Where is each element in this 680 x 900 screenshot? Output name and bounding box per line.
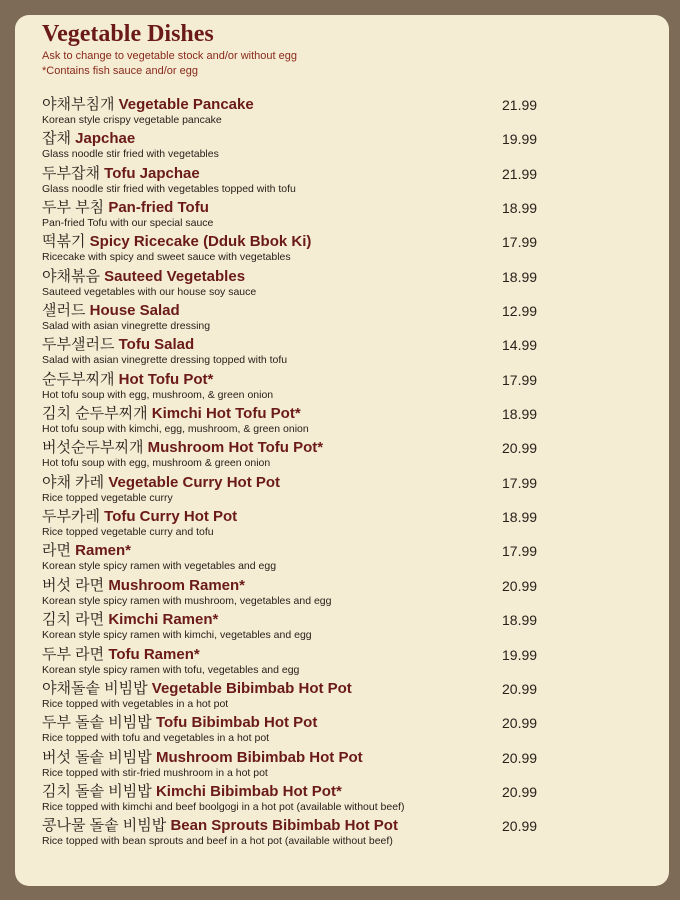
menu-item-korean-name: 버섯 라면 xyxy=(42,576,105,594)
menu-item-price: 18.99 xyxy=(502,200,538,217)
menu-item-price: 17.99 xyxy=(502,543,538,560)
menu-item-name xyxy=(42,541,131,560)
menu-item xyxy=(42,610,642,644)
menu-item-english-name: Tofu Curry Hot Pot xyxy=(104,508,238,526)
menu-item-english-name: Pan-fried Tofu xyxy=(108,199,209,217)
menu-item-name xyxy=(42,198,209,217)
menu-item-name xyxy=(42,164,200,183)
menu-item-name xyxy=(42,507,237,526)
menu-item-korean-name: 야채볶음 xyxy=(42,267,100,285)
menu-item-price: 18.99 xyxy=(502,268,538,285)
menu-item-description: Hot tofu soup with kimchi, egg, mushroom, & green onion xyxy=(42,423,309,436)
menu-page xyxy=(15,15,669,886)
menu-item-english-name: Tofu Japchae xyxy=(104,164,200,182)
menu-item-description: Sauteed vegetables with our house soy sauce xyxy=(42,285,257,298)
menu-item xyxy=(42,713,642,747)
menu-item xyxy=(42,404,642,438)
menu-item-name xyxy=(42,370,213,389)
menu-item-price: 20.99 xyxy=(502,749,538,766)
menu-item-korean-name: 야채부침개 xyxy=(42,96,115,113)
menu-item-price: 20.99 xyxy=(502,715,538,732)
menu-item-description: Salad with asian vinegrette dressing topped with tofu xyxy=(42,354,288,367)
menu-item-english-name: Tofu Salad xyxy=(118,336,195,354)
menu-item-name xyxy=(42,335,194,354)
menu-item-korean-name: 김치 라면 xyxy=(42,611,105,629)
menu-item-korean-name: 두부샐러드 xyxy=(42,336,115,354)
menu-item-description: Rice topped with kimchi and beef boolgogi in a hot pot (available without beef) xyxy=(42,800,405,813)
menu-item-description: Korean style spicy ramen with kimchi, vegetables and egg xyxy=(42,629,312,642)
menu-header xyxy=(42,19,297,79)
stock-note: Ask to change to vegetable stock and/or without egg xyxy=(42,50,297,62)
allergen-note: *Contains fish sauce and/or egg xyxy=(42,65,198,77)
menu-item-description: Korean style spicy ramen with tofu, vegetables and egg xyxy=(42,663,300,676)
menu-item-korean-name: 버섯순두부찌개 xyxy=(42,439,144,457)
menu-item-english-name: Tofu Ramen* xyxy=(108,645,200,663)
menu-item-english-name: Kimchi Bibimbab Hot Pot* xyxy=(155,782,342,800)
menu-item-price: 17.99 xyxy=(502,474,538,491)
menu-item-korean-name: 잡채 xyxy=(42,130,71,148)
menu-item-price: 20.99 xyxy=(502,440,538,457)
menu-item-price: 18.99 xyxy=(502,612,538,629)
menu-item-description: Rice topped with stir-fried mushroom in a hot pot xyxy=(42,766,268,779)
menu-item-price: 19.99 xyxy=(502,646,538,663)
menu-item-description: Glass noodle stir fried with vegetables topped with tofu xyxy=(42,182,296,195)
menu-item-price: 17.99 xyxy=(502,371,538,388)
menu-item-price: 14.99 xyxy=(502,337,538,354)
menu-item-description: Pan-fried Tofu with our special sauce xyxy=(42,217,214,230)
menu-item-name xyxy=(42,576,245,595)
menu-item xyxy=(42,576,642,610)
menu-item xyxy=(42,816,642,850)
menu-item-description: Rice topped vegetable curry and tofu xyxy=(42,526,214,539)
menu-item-description: Korean style crispy vegetable pancake xyxy=(42,114,222,126)
menu-item-price: 19.99 xyxy=(502,131,538,148)
menu-item xyxy=(42,473,642,507)
menu-item-korean-name: 두부 돌솥 비빔밥 xyxy=(42,714,152,732)
menu-item-korean-name: 두부 라면 xyxy=(42,645,105,663)
menu-item-price: 18.99 xyxy=(502,509,538,526)
menu-item-name xyxy=(42,95,254,114)
menu-item-description: Glass noodle stir fried with vegetables xyxy=(42,148,219,161)
menu-item-korean-name: 순두부찌개 xyxy=(42,370,115,388)
menu-item-korean-name: 두부잡채 xyxy=(42,164,100,182)
menu-item-description: Rice topped with bean sprouts and beef in a hot pot (available without beef) xyxy=(42,835,393,848)
menu-item-korean-name: 김치 순두부찌개 xyxy=(42,405,148,423)
menu-item xyxy=(42,645,642,679)
menu-item-name xyxy=(42,129,135,148)
menu-item-english-name: Vegetable Pancake xyxy=(118,96,254,113)
menu-item xyxy=(42,679,642,713)
menu-item-korean-name: 샐러드 xyxy=(42,302,86,320)
menu-item-price: 17.99 xyxy=(502,234,538,251)
menu-item xyxy=(42,267,642,301)
menu-item xyxy=(42,507,642,541)
menu-item-description: Rice topped with tofu and vegetables in a hot pot xyxy=(42,732,270,745)
menu-item xyxy=(42,782,642,816)
menu-item-korean-name: 김치 돌솥 비빔밥 xyxy=(42,782,152,800)
menu-item-description: Korean style spicy ramen with vegetables and egg xyxy=(42,560,277,573)
menu-item xyxy=(42,301,642,335)
menu-item xyxy=(42,541,642,575)
menu-item xyxy=(42,95,642,129)
menu-item-korean-name: 콩나물 돌솥 비빔밥 xyxy=(42,817,167,835)
menu-item-price: 21.99 xyxy=(502,165,538,182)
menu-item xyxy=(42,438,642,472)
menu-item-korean-name: 야채 카레 xyxy=(42,473,105,491)
menu-item-name xyxy=(42,713,317,732)
menu-item-english-name: Sauteed Vegetables xyxy=(104,267,246,285)
menu-item-name xyxy=(42,679,352,698)
menu-item xyxy=(42,198,642,232)
menu-item-description: Rice topped with vegetables in a hot pot xyxy=(42,697,229,710)
menu-item-name xyxy=(42,748,363,767)
menu-item-english-name: Hot Tofu Pot* xyxy=(118,370,214,388)
menu-item-english-name: Vegetable Bibimbab Hot Pot xyxy=(151,679,352,697)
menu-item-price: 20.99 xyxy=(502,680,538,697)
menu-item-english-name: Spicy Ricecake (Dduk Bbok Ki) xyxy=(89,233,312,251)
menu-item-english-name: Mushroom Hot Tofu Pot* xyxy=(147,439,324,457)
menu-item xyxy=(42,164,642,198)
menu-item-description: Rice topped vegetable curry xyxy=(42,491,173,504)
menu-item-name xyxy=(42,267,245,286)
menu-item-name xyxy=(42,782,342,801)
menu-item xyxy=(42,232,642,266)
menu-item-english-name: Tofu Bibimbab Hot Pot xyxy=(155,714,318,732)
menu-item-korean-name: 버섯 돌솥 비빔밥 xyxy=(42,748,152,766)
menu-item-english-name: Mushroom Bibimbab Hot Pot xyxy=(155,748,363,766)
menu-item-english-name: Japchae xyxy=(75,130,136,148)
menu-item-name xyxy=(42,404,301,423)
menu-item-name xyxy=(42,610,218,629)
menu-item-english-name: Kimchi Ramen* xyxy=(108,611,219,629)
menu-item-description: Ricecake with spicy and sweet sauce with vegetables xyxy=(42,251,291,264)
menu-item-price: 20.99 xyxy=(502,577,538,594)
menu-item-korean-name: 야채돌솥 비빔밥 xyxy=(42,679,148,697)
menu-item-name xyxy=(42,438,323,457)
menu-item xyxy=(42,129,642,163)
menu-item-english-name: Kimchi Hot Tofu Pot* xyxy=(151,405,301,423)
menu-item-description: Korean style spicy ramen with mushroom, vegetables and egg xyxy=(42,594,332,607)
menu-item-description: Hot tofu soup with egg, mushroom, & green onion xyxy=(42,388,274,401)
menu-item-name xyxy=(42,645,200,664)
menu-item-name xyxy=(42,473,280,492)
menu-item-list xyxy=(42,95,642,851)
menu-item-price: 12.99 xyxy=(502,303,538,320)
menu-item-price: 21.99 xyxy=(502,97,538,113)
menu-item-english-name: Vegetable Curry Hot Pot xyxy=(108,473,281,491)
menu-item-english-name: Ramen* xyxy=(75,542,132,560)
menu-item-price: 20.99 xyxy=(502,818,538,835)
menu-item xyxy=(42,335,642,369)
menu-item-korean-name: 두부카레 xyxy=(42,508,100,526)
menu-item-description: Salad with asian vinegrette dressing xyxy=(42,320,211,333)
menu-item-price: 18.99 xyxy=(502,406,538,423)
menu-item-english-name: Bean Sprouts Bibimbab Hot Pot xyxy=(170,817,398,835)
menu-item-price: 20.99 xyxy=(502,783,538,800)
section-title: Vegetable Dishes xyxy=(42,21,214,47)
menu-item-name xyxy=(42,301,180,320)
menu-item-korean-name: 두부 부침 xyxy=(42,199,105,217)
menu-item-name xyxy=(42,232,311,251)
menu-item-korean-name: 떡볶기 xyxy=(42,233,86,251)
menu-item-english-name: House Salad xyxy=(89,302,180,320)
menu-item-name xyxy=(42,816,398,835)
menu-item-description: Hot tofu soup with egg, mushroom & green onion xyxy=(42,457,271,470)
menu-item xyxy=(42,370,642,404)
menu-item xyxy=(42,748,642,782)
menu-item-korean-name: 라면 xyxy=(42,542,71,560)
menu-item-english-name: Mushroom Ramen* xyxy=(108,576,245,594)
